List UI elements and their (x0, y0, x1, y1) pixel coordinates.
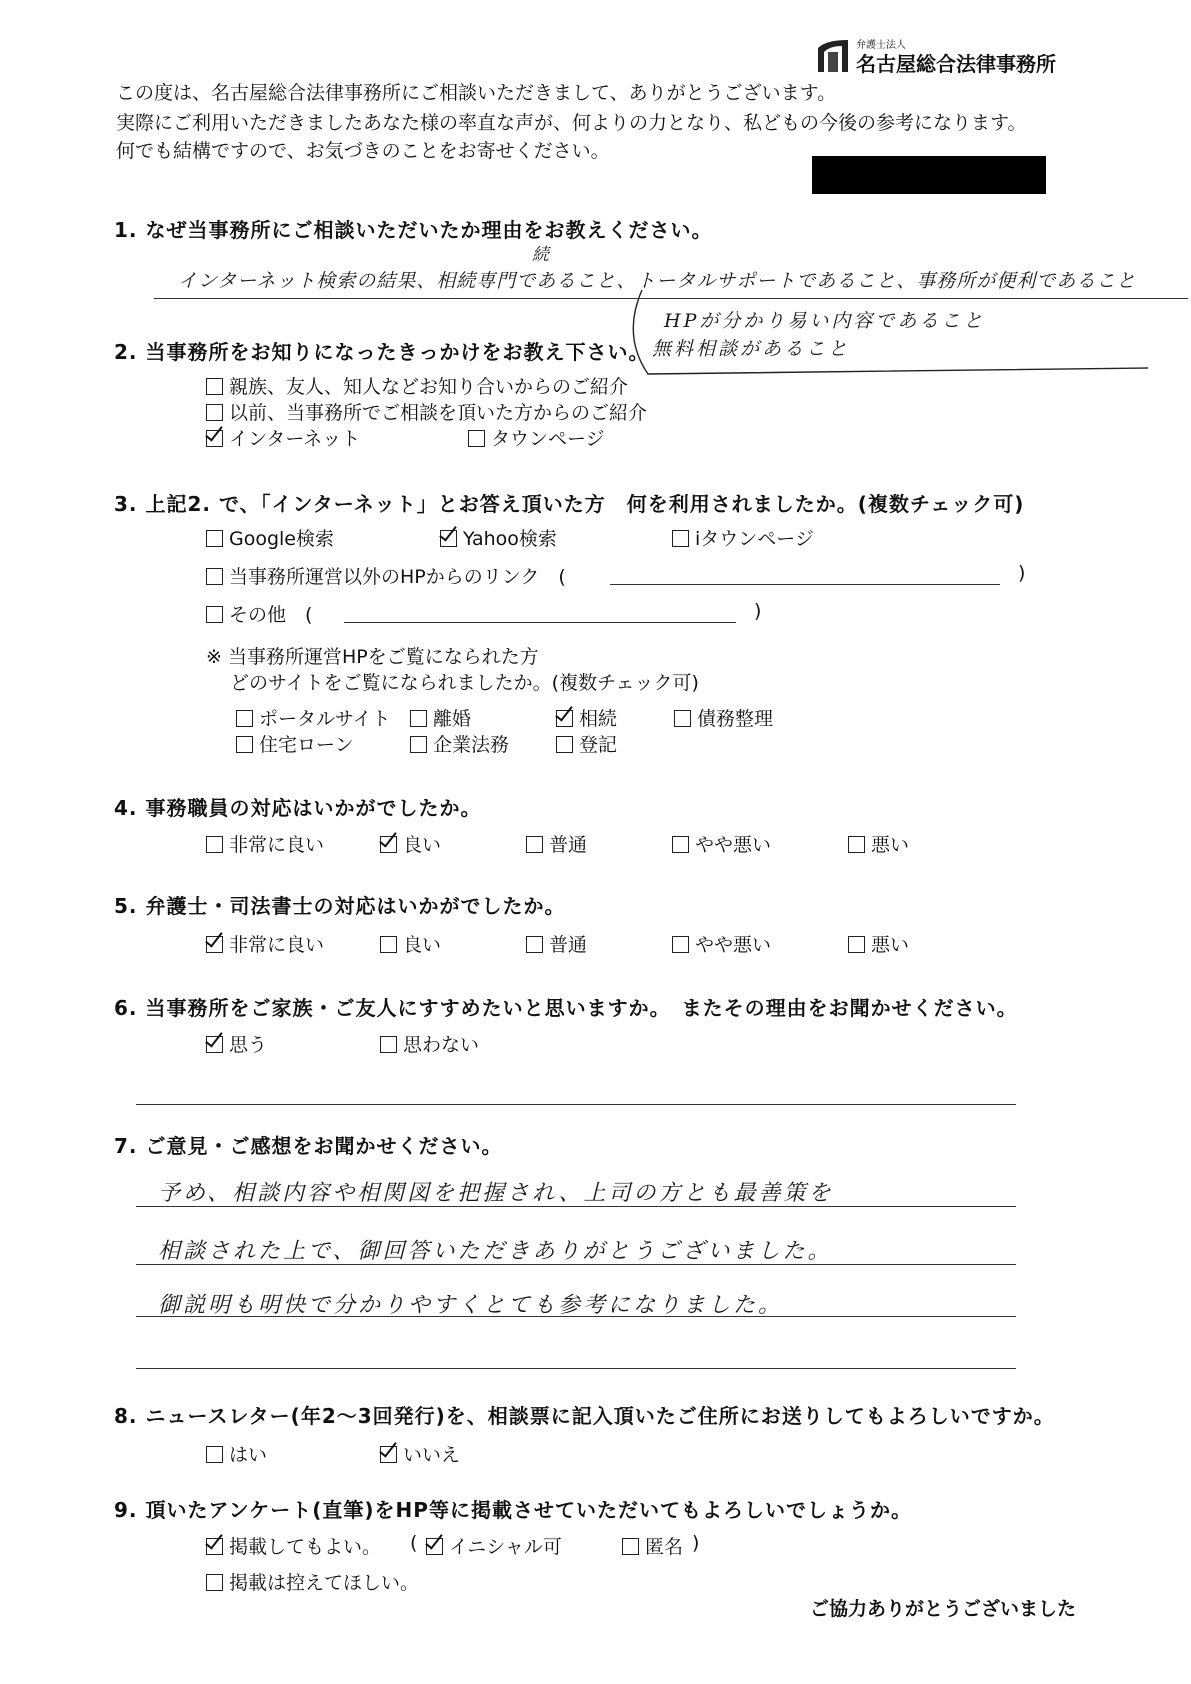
option-label: 掲載は控えてほしい。 (229, 1572, 420, 1594)
option-label: 住宅ローン (259, 734, 354, 756)
firm-logo (816, 36, 1066, 76)
question-1-correction: 続 (532, 245, 552, 265)
intro-line-1: この度は、名古屋総合法律事務所にご相談いただきまして、ありがとうございます。 (116, 82, 837, 104)
checkbox[interactable] (206, 1574, 223, 1591)
q4-option-very-good[interactable] (206, 830, 324, 857)
option-label: タウンページ (491, 428, 605, 450)
option-label: やや悪い (695, 934, 772, 956)
option-label: Yahoo検索 (463, 528, 557, 550)
q4-option-somewhat-bad[interactable] (672, 830, 771, 857)
checkbox[interactable] (674, 710, 691, 727)
q9-paren-open: ( (410, 1532, 418, 1554)
q4-option-bad[interactable] (848, 830, 909, 857)
option-label: 掲載してもよい。 (229, 1536, 382, 1558)
q6-reason-line[interactable] (136, 1104, 1016, 1105)
question-2-title: 2. 当事務所をお知りになったきっかけをお教え下さい。 (114, 340, 650, 364)
checkbox[interactable] (410, 710, 427, 727)
option-label: 悪い (871, 934, 910, 956)
checkbox-checked[interactable] (206, 1036, 223, 1053)
checkbox[interactable] (236, 710, 253, 727)
checkbox[interactable] (206, 606, 223, 623)
option-label: 登記 (579, 734, 618, 756)
checkbox[interactable] (206, 378, 223, 395)
q7-rule-3 (136, 1316, 1016, 1317)
redaction-box (812, 156, 1046, 194)
q9-paren-close: ) (692, 1532, 700, 1554)
option-label: iタウンページ (695, 528, 814, 550)
option-label: 良い (403, 834, 442, 856)
q5-option-good[interactable] (380, 930, 441, 957)
option-label: 非常に良い (229, 934, 325, 956)
checkbox[interactable] (206, 836, 223, 853)
q3-option-itownpage[interactable] (672, 524, 814, 551)
q5-option-bad[interactable] (848, 930, 909, 957)
q3-external-link-blank[interactable] (610, 584, 1000, 585)
question-8-title: 8. ニュースレター(年2〜3回発行)を、相談票に記入頂いたご住所にお送りしてもよろしいですか。 (114, 1404, 1055, 1428)
q3-site-portal[interactable] (236, 704, 391, 731)
q7-comment-line-1: 予め、相談内容や相関図を把握され、上司の方とも最善策を (158, 1181, 834, 1206)
checkbox[interactable] (526, 836, 543, 853)
option-label: 思わない (403, 1034, 480, 1056)
question-6-title: 6. 当事務所をご家族・ご友人にすすめたいと思いますか。 またその理由をお聞かせください。 (114, 996, 1018, 1020)
checkbox[interactable] (526, 936, 543, 953)
checkbox[interactable] (380, 1036, 397, 1053)
checkbox-checked[interactable] (206, 430, 223, 447)
checkbox[interactable] (206, 568, 223, 585)
option-label: 企業法務 (433, 734, 510, 756)
checkbox[interactable] (206, 404, 223, 421)
q3-option-google[interactable] (206, 524, 334, 551)
checkbox[interactable] (380, 936, 397, 953)
option-label: ポータルサイト (259, 708, 391, 730)
option-label: 良い (403, 934, 442, 956)
q3-external-link-close: ) (1018, 562, 1026, 584)
q7-rule-1 (136, 1206, 1016, 1207)
q3-option-yahoo[interactable] (440, 524, 557, 551)
q3-site-housing-loan[interactable] (236, 730, 354, 757)
q7-comment-line-2: 相談された上で、御回答いただきありがとうございました。 (158, 1239, 833, 1264)
option-label: 相続 (579, 708, 618, 730)
q3-site-corporate[interactable] (410, 730, 509, 757)
checkbox[interactable] (622, 1538, 639, 1555)
q3-site-inheritance[interactable] (556, 704, 617, 731)
option-label: 普通 (549, 934, 588, 956)
q3-option-external-link[interactable] (206, 562, 566, 589)
q7-comment-line-3: 御説明も明快で分かりやすくとても参考になりました。 (158, 1293, 784, 1318)
option-label: Google検索 (229, 528, 335, 550)
checkbox-checked[interactable] (426, 1538, 443, 1555)
q4-option-good[interactable] (380, 830, 441, 857)
q3-site-debt[interactable] (674, 704, 773, 731)
q7-rule-4 (136, 1368, 1016, 1369)
intro-line-3: 何でも結構ですので、お気づきのことをお寄せください。 (116, 140, 610, 162)
checkbox-checked[interactable] (380, 1446, 397, 1463)
checkbox-checked[interactable] (556, 710, 573, 727)
q3-option-other[interactable] (206, 600, 312, 627)
checkbox[interactable] (468, 430, 485, 447)
checkbox-checked[interactable] (440, 530, 457, 547)
q6-option-no[interactable] (380, 1030, 479, 1057)
q2-option-internet[interactable] (206, 424, 360, 451)
checkbox[interactable] (206, 530, 223, 547)
q3-site-registry[interactable] (556, 730, 617, 757)
q9-option-publish-ok[interactable] (206, 1532, 381, 1559)
question-1-title: 1. なぜ当事務所にご相談いただいたか理由をお教えください。 (114, 218, 713, 242)
q7-rule-2 (136, 1264, 1016, 1265)
q3-note-line-2: どのサイトをご覧になられましたか。(複数チェック可) (230, 672, 699, 694)
question-1-answer-line-1: インターネット検索の結果、相続専門であること、トータルサポートであること、事務所が便利であること (178, 270, 1137, 292)
option-label: 普通 (549, 834, 588, 856)
option-label: 親族、友人、知人などお知り合いからのご紹介 (229, 376, 629, 398)
option-label: やや悪い (695, 834, 772, 856)
closing-thanks: ご協力ありがとうございました (810, 1598, 1077, 1620)
option-label: 以前、当事務所でご相談を頂いた方からのご紹介 (229, 402, 648, 424)
option-label: 匿名 (645, 1536, 684, 1558)
firm-name: 名古屋総合法律事務所 (856, 52, 1056, 76)
q9-option-no-publish[interactable] (206, 1568, 419, 1595)
checkbox[interactable] (672, 530, 689, 547)
q5-option-somewhat-bad[interactable] (672, 930, 771, 957)
q5-option-very-good[interactable] (206, 930, 324, 957)
q2-option-townpage[interactable] (468, 424, 605, 451)
option-label: 離婚 (433, 708, 472, 730)
q3-other-close: ) (754, 600, 762, 622)
checkbox[interactable] (410, 736, 427, 753)
checkbox-checked[interactable] (206, 936, 223, 953)
checkbox[interactable] (848, 836, 865, 853)
q8-option-no[interactable] (380, 1440, 460, 1467)
option-label: インターネット (229, 428, 361, 450)
q5-option-average[interactable] (526, 930, 587, 957)
q3-note-line-1: ※ 当事務所運営HPをご覧になられた方 (206, 646, 539, 668)
checkbox[interactable] (556, 736, 573, 753)
question-9-title: 9. 頂いたアンケート(直筆)をHP等に掲載させていただいてもよろしいでしょうか。 (114, 1498, 912, 1522)
q2-option-referral[interactable] (206, 372, 628, 399)
checkbox[interactable] (672, 936, 689, 953)
q6-option-yes[interactable] (206, 1030, 267, 1057)
q8-option-yes[interactable] (206, 1440, 267, 1467)
option-label: いいえ (403, 1444, 461, 1466)
question-4-title: 4. 事務職員の対応はいかがでしたか。 (114, 796, 482, 820)
q9-option-anonymous[interactable] (622, 1532, 683, 1559)
question-3-title: 3. 上記2. で、「インターネット」とお答え頂いた方 何を利用されましたか。(複数チェック可) (114, 492, 1025, 516)
firm-type: 弁護士法人 (856, 40, 906, 51)
q9-option-initials[interactable] (426, 1532, 562, 1559)
intro-line-2: 実際にご利用いただきましたあなた様の率直な声が、何よりの力となり、私どもの今後の参考になります。 (116, 112, 1027, 134)
checkbox[interactable] (848, 936, 865, 953)
checkbox[interactable] (672, 836, 689, 853)
option-label: 悪い (871, 834, 910, 856)
question-1-answer-line-3: 無料相談があること (652, 338, 851, 360)
firm-logo-mark (816, 38, 850, 74)
q2-option-previous-client[interactable] (206, 398, 647, 425)
question-1-answer-line-2: HPが分かり易い内容であること (664, 310, 986, 332)
question-5-title: 5. 弁護士・司法書士の対応はいかがでしたか。 (114, 894, 566, 918)
option-label: その他 ( (229, 604, 313, 626)
q3-site-divorce[interactable] (410, 704, 471, 731)
option-label: 非常に良い (229, 834, 325, 856)
option-label: 思う (229, 1034, 268, 1056)
option-label: はい (229, 1444, 268, 1466)
q4-option-average[interactable] (526, 830, 587, 857)
q3-other-blank[interactable] (344, 622, 736, 623)
question-7-title: 7. ご意見・ご感想をお聞かせください。 (114, 1134, 503, 1158)
option-label: 債務整理 (697, 708, 774, 730)
checkbox[interactable] (236, 736, 253, 753)
checkbox-checked[interactable] (380, 836, 397, 853)
option-label: イニシャル可 (449, 1536, 562, 1558)
option-label: 当事務所運営以外のHPからのリンク ( (229, 566, 566, 588)
checkbox-checked[interactable] (206, 1538, 223, 1555)
checkbox[interactable] (206, 1446, 223, 1463)
